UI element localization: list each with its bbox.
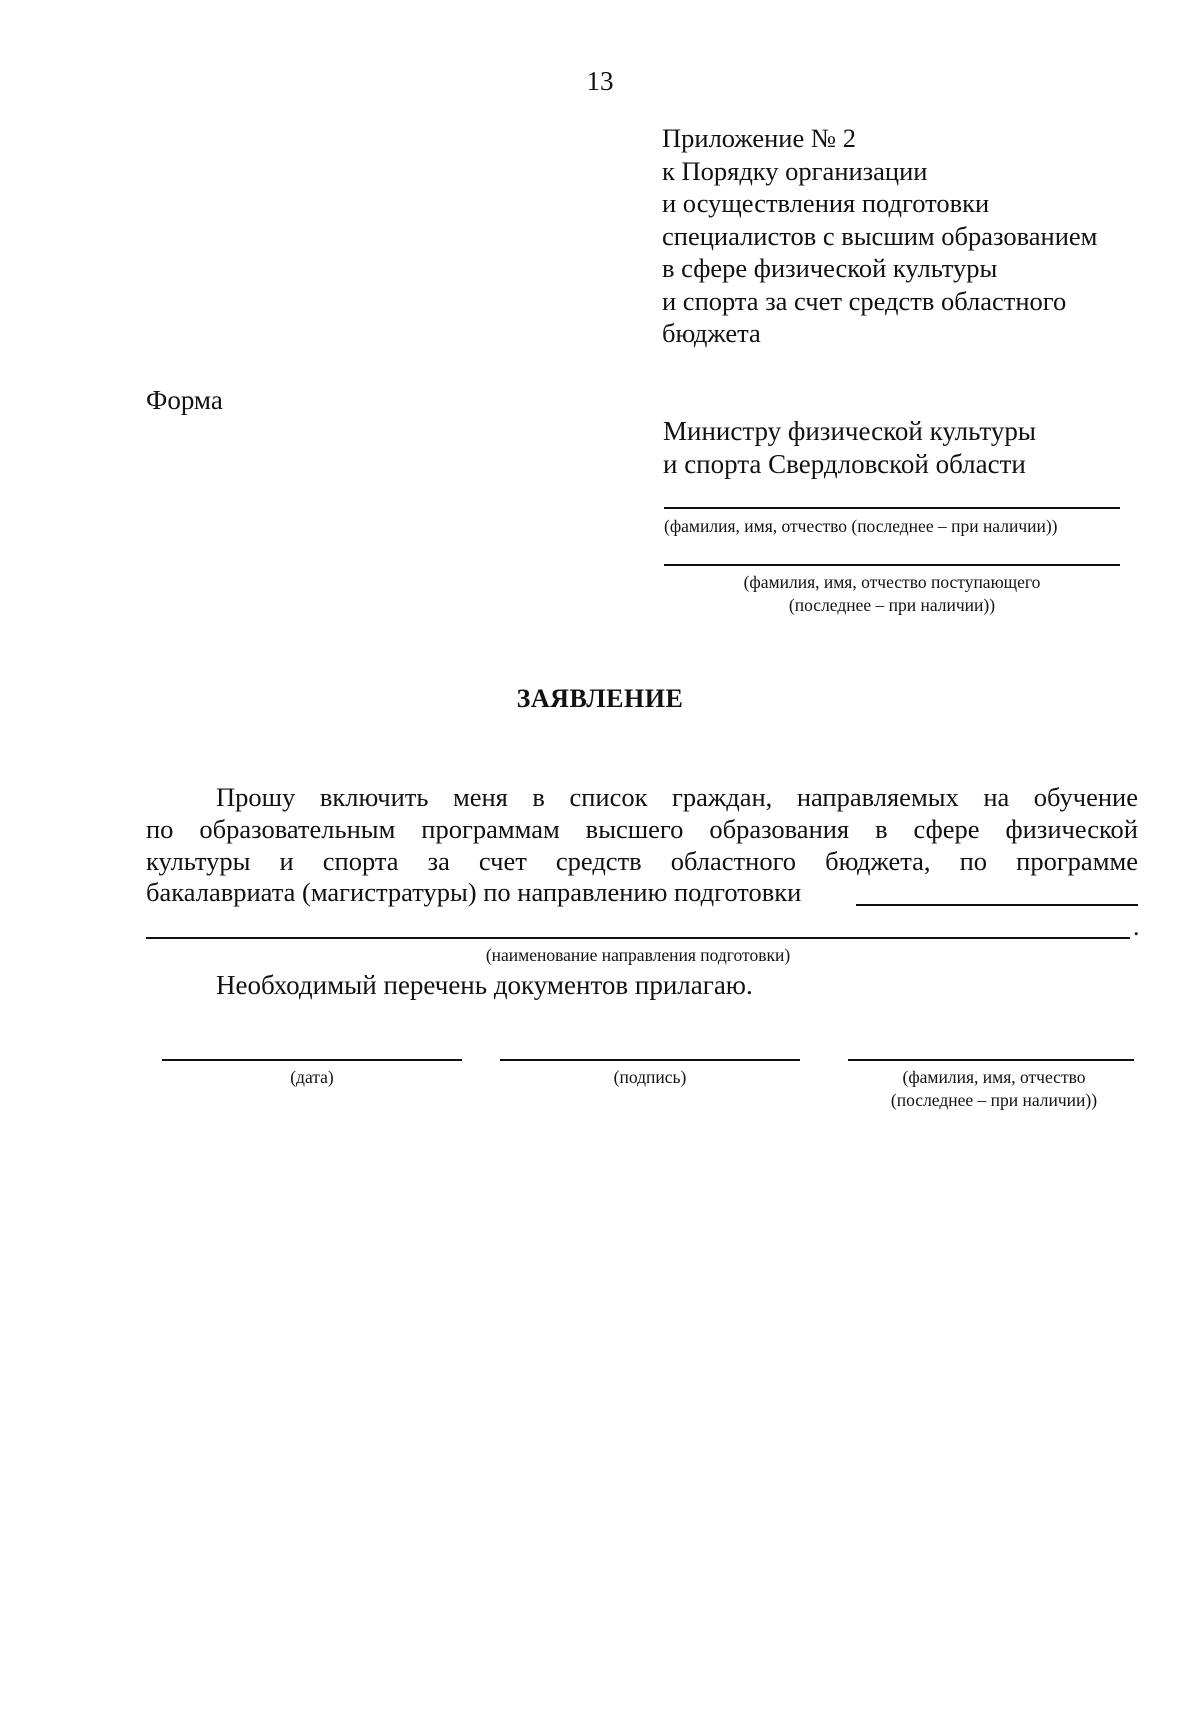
body-line: Прошу включить меня в список граждан, направляемых на обучение	[216, 782, 1138, 812]
appendix-line: к Порядку организации	[662, 155, 928, 186]
date-fill-line[interactable]	[162, 1059, 462, 1061]
direction-caption: (наименование направления подготовки)	[485, 945, 791, 965]
appendix-line: и осуществления подготовки	[662, 188, 990, 218]
full-name-caption-line: (фамилия, имя, отчество	[902, 1067, 1086, 1087]
body-line: по образовательным программам высшего образования в сфере физической	[146, 814, 1138, 844]
appendix-header	[662, 122, 1097, 350]
date-caption: (дата)	[290, 1067, 334, 1087]
document-title: ЗАЯВЛЕНИЕ	[516, 684, 684, 713]
appendix-line: бюджета	[662, 318, 761, 348]
signature-caption: (подпись)	[613, 1067, 687, 1087]
applicant-caption-line: (последнее – при наличии))	[788, 595, 996, 615]
body-line: культуры и спорта за счет средств областного бюджета, по программе	[146, 846, 1138, 876]
addressee-line: и спорта Свердловской области	[663, 448, 1026, 479]
full-name-caption-line: (последнее – при наличии))	[890, 1090, 1098, 1110]
body-line: бакалавриата (магистратуры) по направлению подготовки	[146, 877, 802, 907]
addressee	[663, 415, 1036, 480]
direction-fill-line-full[interactable]	[146, 937, 1130, 939]
full-name-fill-line[interactable]	[848, 1059, 1134, 1061]
appendix-line: и спорта за счет средств областного	[662, 285, 1067, 316]
appendix-line: в сфере физической культуры	[662, 253, 998, 283]
minister-name-caption: (фамилия, имя, отчество (последнее – при наличии))	[664, 516, 1058, 536]
full-name-caption	[848, 1066, 1140, 1112]
appendix-line: Приложение № 2	[662, 123, 857, 153]
minister-name-fill-line[interactable]	[664, 507, 1120, 509]
direction-fill-line[interactable]	[856, 904, 1138, 906]
applicant-caption-line: (фамилия, имя, отчество поступающего	[743, 572, 1041, 592]
applicant-name-fill-line[interactable]	[664, 564, 1120, 566]
signature-fill-line[interactable]	[500, 1059, 800, 1061]
addressee-line: Министру физической культуры	[663, 416, 1036, 446]
appendix-line: специалистов с высшим образованием	[662, 220, 1098, 251]
attachments-statement: Необходимый перечень документов прилагаю.	[216, 970, 753, 1000]
end-period: .	[1133, 912, 1140, 941]
form-label: Форма	[146, 385, 223, 415]
page-number: 13	[586, 66, 614, 96]
applicant-name-caption	[664, 571, 1120, 617]
